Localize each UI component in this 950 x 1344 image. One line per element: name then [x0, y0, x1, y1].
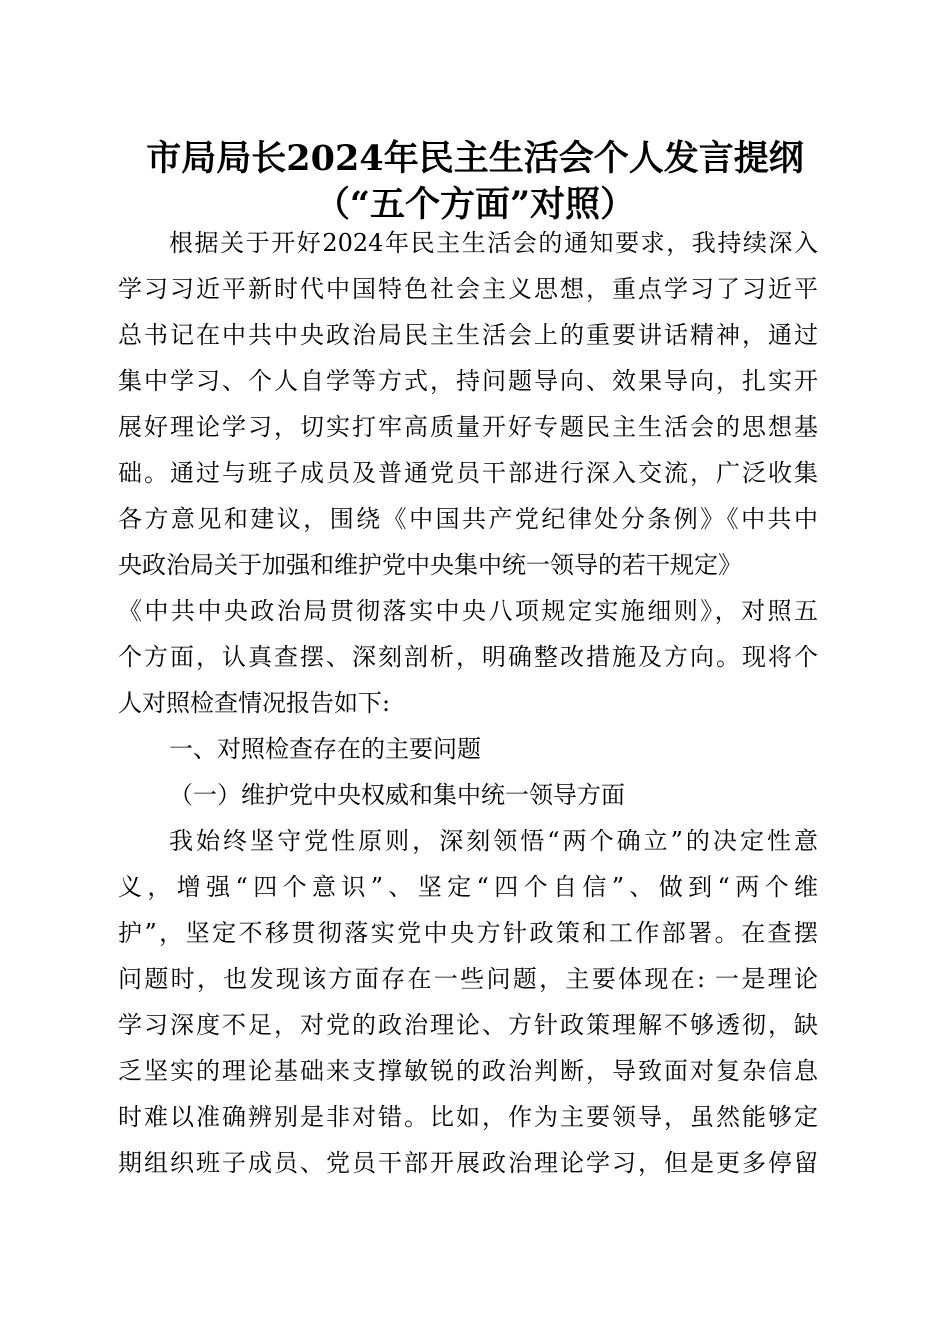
paragraph-line: 央政治局关于加强和维护党中央集中统一领导的若干规定》 [118, 551, 742, 579]
paragraph-line: 人对照检查情况报告如下: [118, 689, 391, 717]
paragraph-line: 《中共中央政治局贯彻落实中央八项规定实施细则》，对照五 [118, 597, 818, 625]
paragraph-line: 期组织班子成员、党员干部开展政治理论学习，但是更多停留 [118, 1149, 818, 1177]
paragraph-line: 护”，坚定不移贯彻落实党中央方针政策和工作部署。在查摆 [118, 919, 818, 947]
paragraph-line: 总书记在中共中央政治局民主生活会上的重要讲话精神，通过 [118, 321, 818, 349]
intro-paragraph [118, 220, 818, 1186]
document-title: 市局局长2024年民主生活会个人发言提纲 [146, 138, 804, 179]
paragraph-line: 问题时，也发现该方面存在一些问题，主要体现在: 一是理论 [118, 965, 818, 993]
paragraph-line: 根据关于开好2024年民主生活会的通知要求，我持续深入 [169, 229, 818, 257]
section-heading: 一、对照检查存在的主要问题 [169, 735, 481, 763]
paragraph-line: 我始终坚守党性原则，深刻领悟“两个确立”的决定性意 [169, 827, 818, 855]
paragraph-line: 义，增强“四个意识”、坚定“四个自信”、做到“两个维 [118, 873, 818, 901]
paragraph-line: 乏坚实的理论基础来支撑敏锐的政治判断，导致面对复杂信息 [118, 1057, 818, 1085]
paragraph-line: 展好理论学习，切实打牢高质量开好专题民主生活会的思想基 [118, 413, 818, 441]
paragraph-line: 个方面，认真查摆、深刻剖析，明确整改措施及方向。现将个 [118, 643, 818, 671]
paragraph-line: 集中学习、个人自学等方式，持问题导向、效果导向，扎实开 [118, 367, 818, 395]
subsection-heading: （一）维护党中央权威和集中统一领导方面 [169, 781, 625, 809]
paragraph-line: 时难以准确辨别是非对错。比如，作为主要领导，虽然能够定 [118, 1103, 818, 1131]
document-subtitle: （“五个方面”对照） [314, 184, 636, 225]
paragraph-line: 础。通过与班子成员及普通党员干部进行深入交流，广泛收集 [118, 459, 818, 487]
paragraph-line: 学习习近平新时代中国特色社会主义思想，重点学习了习近平 [118, 275, 818, 303]
paragraph-line: 学习深度不足，对党的政治理论、方针政策理解不够透彻，缺 [118, 1011, 818, 1039]
paragraph-line: 各方意见和建议，围绕《中国共产党纪律处分条例》《中共中 [118, 505, 818, 533]
